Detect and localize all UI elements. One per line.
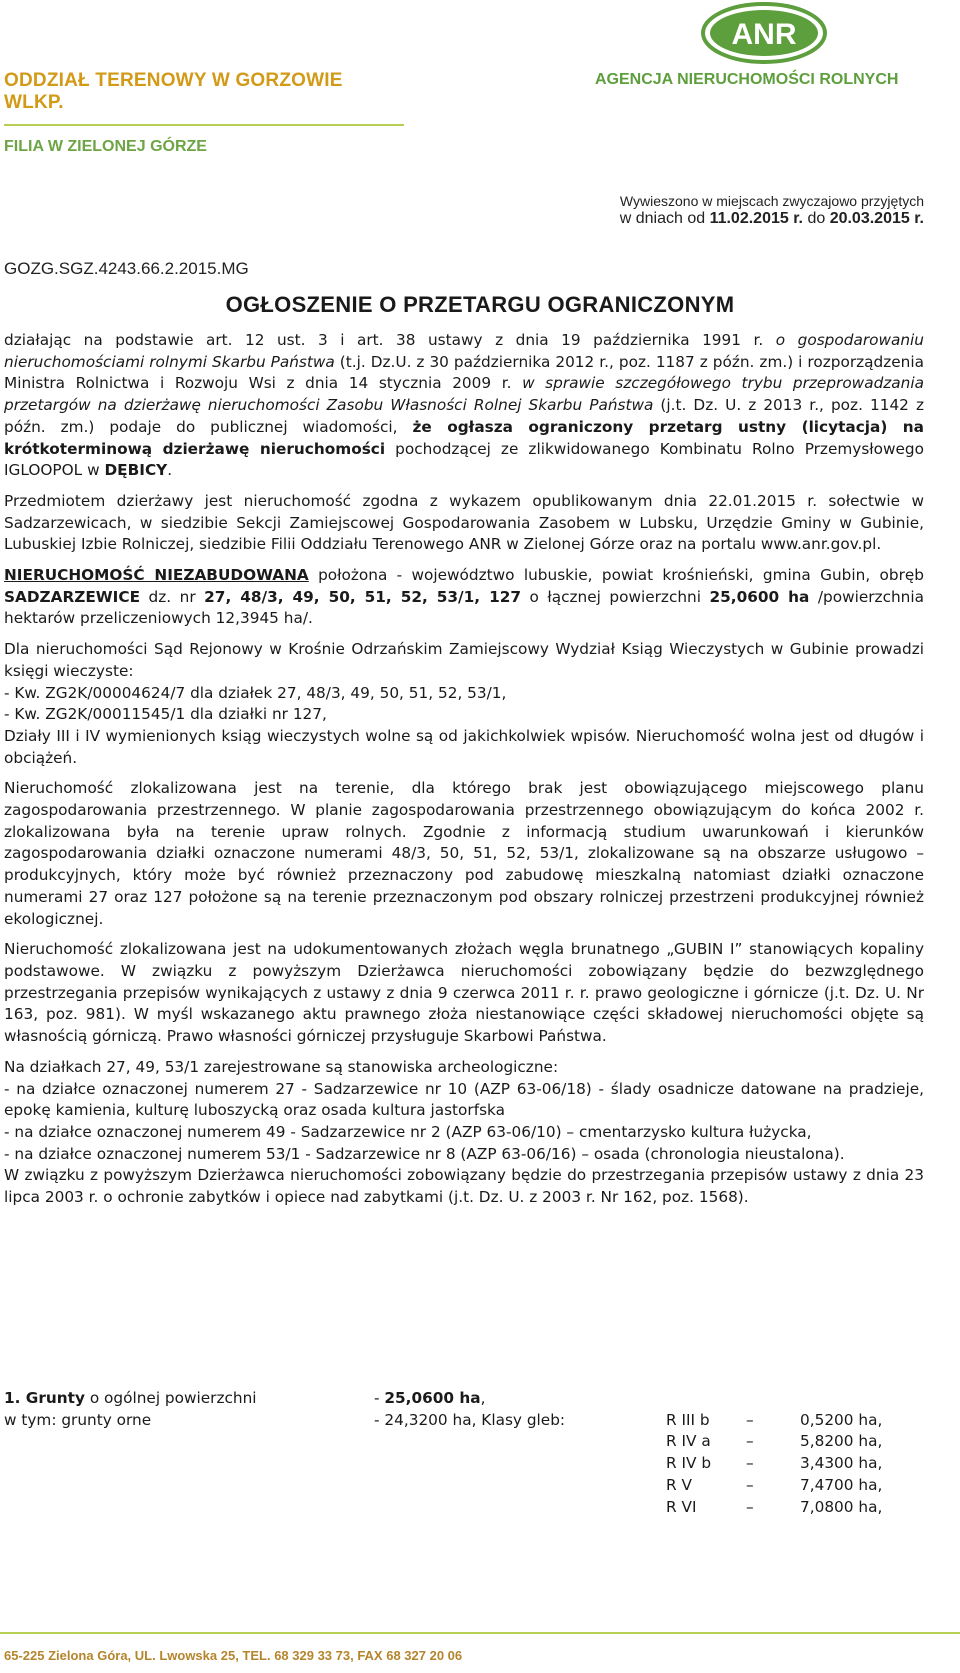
- soil-dash: –: [746, 1497, 754, 1516]
- soil-class: R V: [666, 1475, 692, 1494]
- soil-dash: –: [746, 1410, 754, 1429]
- logo-text: ANR: [731, 18, 797, 51]
- registry-section: Dla nieruchomości Sąd Rejonowy w Krośnie Odrzańskim Zamiejscowy Wydział Ksiąg Wieczystych w Gubinie prowadzi księgi wieczyste: - Kw. ZG2K/00004624/7 dla działek 27, 48/3, 49, 50, 51, 52, 53/1, - Kw. ZG2K/00011545/1 dla działki nr 127, Działy III i IV wymienionych ksiąg wieczystych wolne są od jakichkolwiek wpisów. Nieruchomość wolna jest od długów i obciążeń.: [4, 640, 924, 767]
- archaeology-item: - na działce oznaczonej numerem 27 - Sadzarzewice nr 10 (AZP 63-06/18) - ślady osadnicze datowane na pradzieje, epokę kamienia, kulturę luboszycką oraz osada kultura jastorfska: [4, 1079, 924, 1120]
- soil-class: R IV b: [666, 1454, 712, 1473]
- soil-class: R III b: [666, 1410, 710, 1429]
- reference-number: GOZG.SGZ.4243.66.2.2015.MG: [4, 259, 249, 278]
- arable-value: - 24,3200 ha, Klasy gleb:: [374, 1410, 566, 1429]
- soil-area: 3,4300 ha,: [800, 1454, 883, 1473]
- posting-line-1: Wywieszono w miejscach zwyczajowo przyjętych: [619, 193, 924, 209]
- soil-area: 5,8200 ha,: [800, 1432, 883, 1451]
- soil-dash: –: [746, 1454, 754, 1473]
- posting-line-2: w dniach od 11.02.2015 r. do 20.03.2015 r.: [619, 210, 924, 227]
- soil-area: 7,0800 ha,: [800, 1497, 883, 1516]
- soil-area: 7,4700 ha,: [800, 1475, 883, 1494]
- plot-numbers: 27, 48/3, 49, 50, 51, 52, 53/1, 127: [204, 587, 521, 606]
- agency-name: AGENCJA NIERUCHOMOŚCI ROLNYCH: [595, 71, 899, 88]
- land-table: [4, 1388, 924, 1528]
- property-paragraph: NIERUCHOMOŚĆ NIEZABUDOWANA położona - województwo lubuskie, powiat krośnieński, gmina Gubin, obręb SADZARZEWICE dz. nr 27, 48/3, 49, 50, 51, 52, 53/1, 127 o łącznej powierzchni 25,0600 ha /powierzchnia hektarów przeliczeniowych 12,3945 ha/.: [4, 566, 925, 628]
- arable-label: w tym: grunty orne: [4, 1410, 152, 1429]
- coal-deposit-paragraph: Nieruchomość zlokalizowana jest na udokumentowanych złożach węgla brunatnego „GUBIN I” stanowiących kopaliny podstawowe. W związku z powyższym Dzierżawca nieruchomości zobowiązany będzie do bezwzględnego przestrzegania przepisów wynikających z ustawy z dnia 9 czerwca 2011 r. r. prawo geologiczne i górnicze (j.t. Dz. U. Nr 163, poz. 981). W myśl wskazanego aktu prawnego złoża niestanowiące części składowej nieruchomości objęte są własnością górniczą. Prawo własności górniczej przysługuje Skarbowi Państwa.: [4, 940, 924, 1046]
- land-total: - 25,0600 ha,: [374, 1389, 486, 1407]
- branch-name: FILIA W ZIELONEJ GÓRZE: [4, 138, 207, 155]
- footer-divider: [0, 1632, 960, 1634]
- office-header: [4, 70, 404, 156]
- office-name: ODDZIAŁ TERENOWY W GORZOWIE WLKP.: [4, 70, 343, 113]
- footer-address: 65-225 Zielona Góra, UL. Lwowska 25, TEL. 68 329 33 73, FAX 68 327 20 06: [4, 1648, 463, 1663]
- soil-dash: –: [746, 1432, 754, 1451]
- soil-dash: –: [746, 1475, 754, 1494]
- registry-kw-1: - Kw. ZG2K/00004624/7 dla działek 27, 48/3, 49, 50, 51, 52, 53/1,: [4, 683, 507, 702]
- header-divider: [4, 124, 404, 126]
- announcement-body: [4, 330, 924, 1209]
- soil-class: R VI: [666, 1497, 697, 1516]
- property-type: NIERUCHOMOŚĆ NIEZABUDOWANA: [4, 566, 309, 585]
- registry-kw-2: - Kw. ZG2K/00011545/1 dla działki nr 127,: [4, 705, 327, 724]
- archaeology-item: - na działce oznaczonej numerem 49 - Sadzarzewice nr 2 (AZP 63-06/10) – cmentarzysko kultura łużycka,: [4, 1122, 812, 1141]
- anr-logo: [700, 2, 828, 66]
- subject-paragraph: Przedmiotem dzierżawy jest nieruchomość zgodna z wykazem opublikowanym dnia 22.01.2015 r. sołectwie w Sadzarzewicach, w siedzibie Sekcji Zamiejscowej Gospodarowania Zasobem w Lubsku, Urzędzie Gminy w Gubinie, Lubuskiej Izbie Rolniczej, siedzibie Filii Oddziału Terenowego ANR w Zielonej Górze oraz na portalu www.anr.gov.pl.: [4, 491, 924, 554]
- planning-paragraph: Nieruchomość zlokalizowana jest na terenie, dla którego brak jest obowiązującego miejscowego planu zagospodarowania przestrzennego. W planie zagospodarowania przestrzennego obowiązującym do końca 2002 r. zlokalizowana była na terenie upraw rolnych. Zgodnie z informacją studium uwarunkowań i kierunków zagospodarowania działki oznaczone numerami 48/3, 50, 51, 52, 53/1, zlokalizowane są na obszarze usługowo – produkcyjnych, który może być również przeznaczony pod zabudowę mieszkalną natomiast działki oznaczone numerami 27 oraz 127 położone są na terenie przeznaczonym pod obszary rolniczej przestrzeni produkcyjnej również ekologicznej.: [4, 779, 924, 928]
- village-name: SADZARZEWICE: [4, 587, 141, 606]
- date-to: 20.03.2015 r.: [829, 210, 924, 227]
- archaeology-section: Na działkach 27, 49, 53/1 zarejestrowane są stanowiska archeologiczne: - na działce oznaczonej numerem 27 - Sadzarzewice nr 10 (AZP 63-06/18) - ślady osadnicze datowane na pradzieje, epokę kamienia, kulturę luboszycką oraz osada kultura jastorfska - na działce oznaczonej numerem 49 - Sadzarzewice nr 2 (AZP 63-06/10) – cmentarzysko kultura łużycka, - na działce oznaczonej numerem 53/1 - Sadzarzewice nr 8 (AZP 63-06/16) – osada (chronologia nieustalona). W związku z powyższym Dzierżawca nieruchomości zobowiązany będzie do przestrzegania przepisów ustawy z dnia 23 lipca 2003 r. o ochronie zabytków i opiece nad zabytkami (j.t. Dz. U. z 2003 r. Nr 162, poz. 1568).: [4, 1057, 924, 1207]
- intro-paragraph: działając na podstawie art. 12 ust. 3 i art. 38 ustawy z dnia 19 października 1991 r. o gospodarowaniu nieruchomościami rolnymi Skarbu Państwa (t.j. Dz.U. z 30 października 2012 r., poz. 1187 z późn. zm.) i rozporządzenia Ministra Rolnictwa i Rozwoju Wsi z dnia 14 stycznia 2009 r. w sprawie szczegółowego trybu przeprowadzania przetargów na dzierżawę nieruchomości Zasobu Własności Rolnej Skarbu Państwa (j.t. Dz. U. z 2013 r., poz. 1142 z późn. zm.) podaje do publicznej wiadomości, że ogłasza ograniczony przetarg ustny (licytacja) na krótkoterminową dzierżawę nieruchomości pochodzącej ze zlikwidowanego Kombinatu Rolno Przemysłowego IGLOOPOL w DĘBICY.: [4, 331, 925, 480]
- total-area: 25,0600 ha: [709, 587, 810, 606]
- archaeology-item: - na działce oznaczonej numerem 53/1 - Sadzarzewice nr 8 (AZP 63-06/16) – osada (chronologia nieustalona).: [4, 1144, 845, 1163]
- date-from: 11.02.2015 r.: [709, 210, 803, 227]
- soil-area: 0,5200 ha,: [800, 1410, 883, 1429]
- document-title: OGŁOSZENIE O PRZETARGU OGRANICZONYM: [225, 292, 735, 317]
- land-label: 1. Grunty o ogólnej powierzchni: [4, 1389, 257, 1407]
- posting-note: [620, 192, 924, 228]
- soil-class: R IV a: [666, 1432, 711, 1451]
